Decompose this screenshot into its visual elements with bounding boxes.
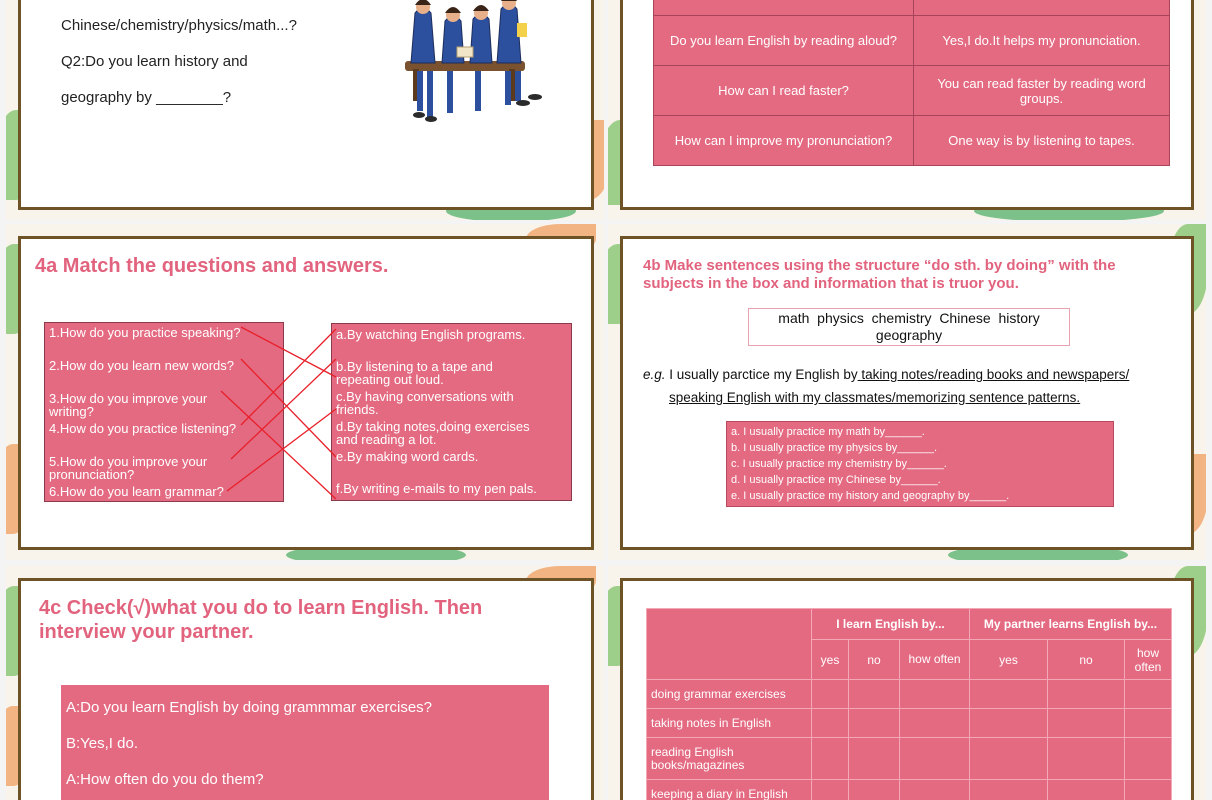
table-row	[654, 16, 1170, 66]
check-cell[interactable]	[1125, 738, 1172, 780]
match-line	[241, 359, 336, 457]
slide-frame	[620, 236, 1194, 550]
question-6: 6.How do you learn grammar?	[49, 484, 224, 499]
check-cell[interactable]	[970, 709, 1048, 738]
check-cell[interactable]	[970, 738, 1048, 780]
exercise-d: d. I usually practice my Chinese by______.	[731, 474, 941, 486]
slide-3[interactable]	[6, 224, 604, 560]
table-row	[647, 780, 1172, 800]
table-cell: How can I read faster?	[654, 66, 914, 116]
check-cell[interactable]	[849, 709, 900, 738]
table-row	[647, 709, 1172, 738]
check-cell[interactable]	[970, 780, 1048, 800]
check-cell[interactable]	[849, 680, 900, 709]
slide-4[interactable]	[608, 224, 1206, 560]
exercise-c: c. I usually practice my chemistry by______.	[731, 458, 947, 470]
match-lines	[21, 239, 594, 550]
match-line	[241, 329, 336, 425]
check-cell[interactable]	[1125, 780, 1172, 800]
check-cell[interactable]	[1048, 738, 1125, 780]
table-row	[647, 680, 1172, 709]
check-cell[interactable]	[812, 680, 849, 709]
subheader-yes: yes	[812, 640, 849, 680]
match-line	[231, 359, 336, 459]
question-2-cont: geography by ________?	[61, 89, 232, 106]
table-header-row	[647, 609, 1172, 640]
subheader-how-often: how often	[900, 640, 970, 680]
slide-5[interactable]	[6, 566, 604, 800]
exercise-e: e. I usually practice my history and geography by______.	[731, 490, 1010, 502]
exercise-box	[726, 421, 1114, 507]
question-1: 1.How do you practice speaking?	[49, 325, 241, 340]
slide-frame	[18, 236, 594, 550]
answer-d: d.By taking notes,doing exercises and reading a lot.	[336, 419, 530, 447]
check-cell[interactable]	[849, 738, 900, 780]
slide-frame	[18, 578, 594, 800]
check-cell[interactable]	[900, 709, 970, 738]
slide-frame	[18, 0, 594, 210]
dialog-line-b: B:Yes,I do.	[66, 735, 138, 752]
qa-table	[653, 0, 1170, 166]
check-cell[interactable]	[1048, 709, 1125, 738]
check-cell[interactable]	[1048, 680, 1125, 709]
slide-title: 4b Make sentences using the structure “do sth. by doing” with the subjects in the box and information that is truor you.	[643, 257, 1116, 292]
question-3: 3.How do you improve your writing?	[49, 391, 208, 419]
exercise-a: a. I usually practice my math by______.	[731, 426, 925, 438]
slide-6[interactable]	[608, 566, 1206, 800]
example-answer: taking notes/reading books and newspapers/	[857, 367, 1130, 382]
check-cell[interactable]	[900, 680, 970, 709]
table-cell: Do you learn English by reading aloud?	[654, 16, 914, 66]
subheader-no: no	[1048, 640, 1125, 680]
check-cell[interactable]	[900, 738, 970, 780]
table-row	[654, 116, 1170, 166]
table-row	[647, 738, 1172, 780]
text-line: Chinese/chemistry/physics/math...?	[61, 17, 297, 34]
header-me: I learn English by...	[812, 609, 970, 640]
question-5: 5.How do you improve your pronunciation?	[49, 454, 208, 482]
row-label: doing grammar exercises	[647, 680, 812, 709]
table-row	[654, 0, 1170, 16]
table-row	[654, 66, 1170, 116]
slide-frame	[620, 578, 1194, 800]
question-4: 4.How do you practice listening?	[49, 421, 237, 436]
students-illustration	[405, 0, 545, 129]
subheader-how-often: how often	[1125, 640, 1172, 680]
table-cell: You can read faster by reading word groups.	[914, 66, 1170, 116]
check-cell[interactable]	[1125, 680, 1172, 709]
answer-e: e.By making word cards.	[336, 449, 479, 464]
dialog-box	[61, 685, 549, 800]
row-label: keeping a diary in English	[647, 780, 812, 800]
question-2: 2.How do you learn new words?	[49, 358, 234, 373]
check-cell[interactable]	[812, 780, 849, 800]
table-cell: Yes,I do.It helps my pronunciation.	[914, 16, 1170, 66]
question-2: Q2:Do you learn history and	[61, 53, 248, 70]
row-label: taking notes in English	[647, 709, 812, 738]
slide-frame	[620, 0, 1194, 210]
answer-a: a.By watching English programs.	[336, 327, 526, 342]
slide-title: 4a Match the questions and answers.	[35, 255, 389, 277]
example-line-2: speaking English with my classmates/memorizing sentence patterns.	[669, 390, 1081, 405]
example-line-1	[643, 367, 1129, 382]
table-cell: One way is by listening to tapes.	[914, 116, 1170, 166]
subheader-yes: yes	[970, 640, 1048, 680]
header-partner: My partner learns English by...	[970, 609, 1172, 640]
dialog-line-a2: A:How often do you do them?	[66, 771, 264, 788]
answer-b: b.By listening to a tape and repeating out loud.	[336, 359, 493, 387]
table-cell: How can I improve my pronunciation?	[654, 116, 914, 166]
check-cell[interactable]	[812, 709, 849, 738]
example-text: I usually parctice my English by	[665, 367, 858, 382]
interview-table	[646, 608, 1172, 800]
slide-1[interactable]	[6, 0, 604, 220]
slide-title: 4c Check(√)what you do to learn English. Then	[39, 597, 483, 619]
check-cell[interactable]	[1048, 780, 1125, 800]
subheader-no: no	[849, 640, 900, 680]
exercise-b: b. I usually practice my physics by______.	[731, 442, 938, 454]
dialog-line-a: A:Do you learn English by doing grammmar exercises?	[66, 699, 432, 716]
slide-title-cont: interview your partner.	[39, 621, 254, 643]
check-cell[interactable]	[900, 780, 970, 800]
row-label: reading English books/magazines	[647, 738, 812, 780]
check-cell[interactable]	[849, 780, 900, 800]
match-line	[227, 409, 336, 491]
match-line	[241, 327, 336, 377]
check-cell[interactable]	[970, 680, 1048, 709]
slide-2[interactable]	[608, 0, 1206, 220]
answer-f: f.By writing e-mails to my pen pals.	[336, 481, 537, 496]
check-cell[interactable]	[1125, 709, 1172, 738]
subjects-box: math physics chemistry Chinese history geography	[748, 308, 1070, 346]
check-cell[interactable]	[812, 738, 849, 780]
answer-c: c.By having conversations with friends.	[336, 389, 514, 417]
example-label: e.g.	[643, 367, 666, 382]
